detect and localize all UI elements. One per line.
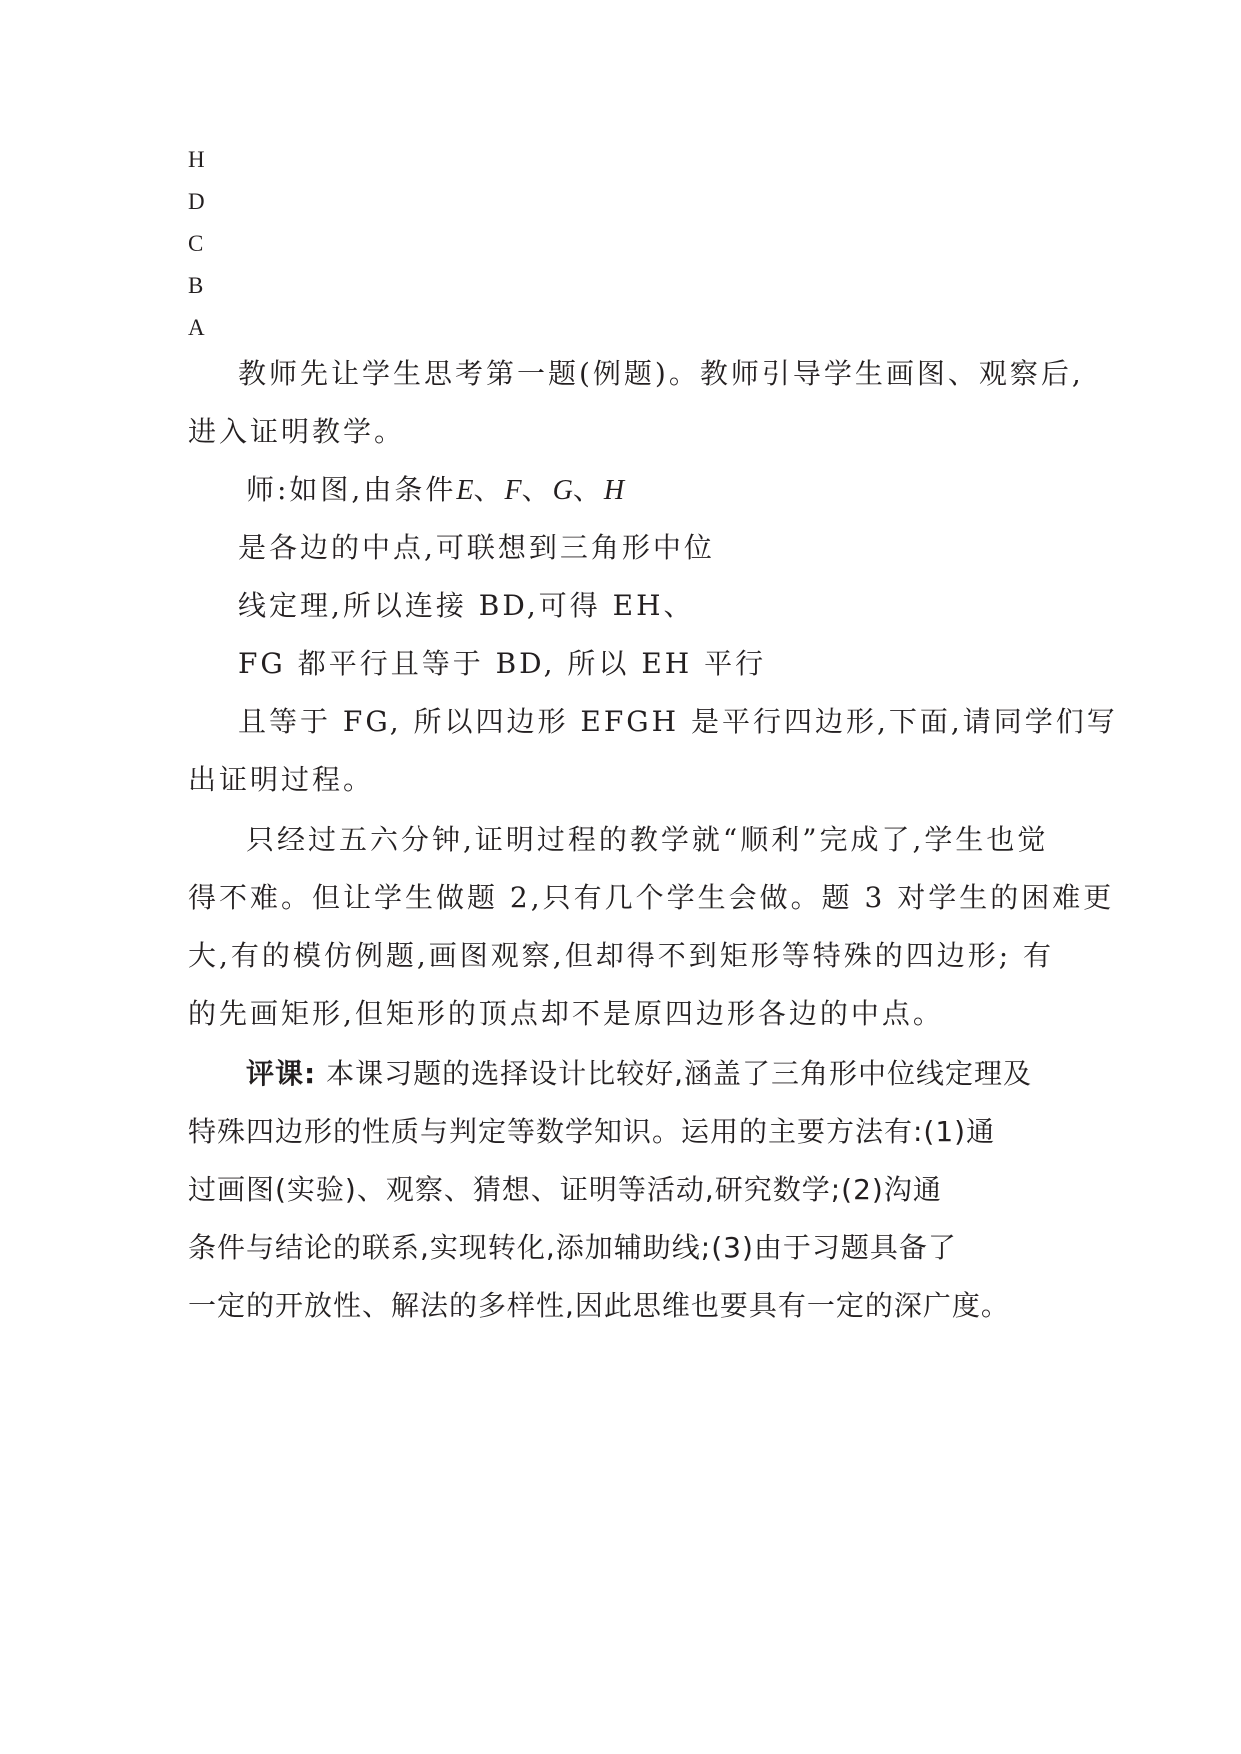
paragraph3-line1: 只经过五六分钟,证明过程的教学就“顺利”完成了,学生也觉 (246, 823, 1049, 856)
review-line2: 特殊四边形的性质与判定等数学知识。运用的主要方法有:(1)通 (188, 1115, 996, 1148)
paragraph3-line2: 得不难。但让学生做题 2,只有几个学生会做。题 3 对学生的困难更 (188, 881, 1115, 914)
teacher-line5: 且等于 FG, 所以四边形 EFGH 是平行四边形,下面,请同学们写 (238, 705, 1118, 738)
separator: 、 (521, 473, 553, 506)
teacher-line4: FG 都平行且等于 BD, 所以 EH 平行 (238, 647, 767, 680)
review-line3: 过画图(实验)、观察、猜想、证明等活动,研究数学;(2)沟通 (188, 1173, 942, 1206)
teacher-line1-prefix: 师:如图,由条件 (246, 473, 457, 506)
figure-label-c: C (188, 231, 204, 256)
separator: 、 (473, 473, 505, 506)
review-line5: 一定的开放性、解法的多样性,因此思维也要具有一定的深广度。 (188, 1289, 1010, 1322)
paragraph3-line3: 大,有的模仿例题,画图观察,但却得不到矩形等特殊的四边形; 有 (188, 939, 1055, 972)
paragraph1-line2: 进入证明教学。 (188, 415, 406, 448)
teacher-line1 (246, 470, 624, 511)
separator: 、 (572, 473, 604, 506)
review-line1-text: 本课习题的选择设计比较好,涵盖了三角形中位线定理及 (326, 1057, 1033, 1090)
figure-label-b: B (188, 273, 204, 298)
point-f: F (504, 475, 522, 506)
point-e: E (456, 475, 474, 506)
review-line4: 条件与结论的联系,实现转化,添加辅助线;(3)由于习题具备了 (188, 1231, 957, 1264)
figure-label-d: D (188, 189, 205, 214)
review-line1 (246, 1054, 1032, 1094)
teacher-line2: 是各边的中点,可联想到三角形中位 (238, 531, 715, 564)
figure-label-h: H (188, 147, 205, 172)
paragraph1-line1: 教师先让学生思考第一题(例题)。教师引导学生画图、观察后, (238, 357, 1084, 390)
point-h: H (603, 475, 625, 506)
paragraph3-line4: 的先画矩形,但矩形的顶点却不是原四边形各边的中点。 (188, 997, 944, 1030)
teacher-line6: 出证明过程。 (188, 763, 375, 796)
point-g: G (552, 475, 573, 506)
teacher-line3: 线定理,所以连接 BD,可得 EH、 (238, 589, 695, 622)
review-label: 评课: (246, 1057, 317, 1090)
figure-label-a: A (188, 315, 205, 340)
